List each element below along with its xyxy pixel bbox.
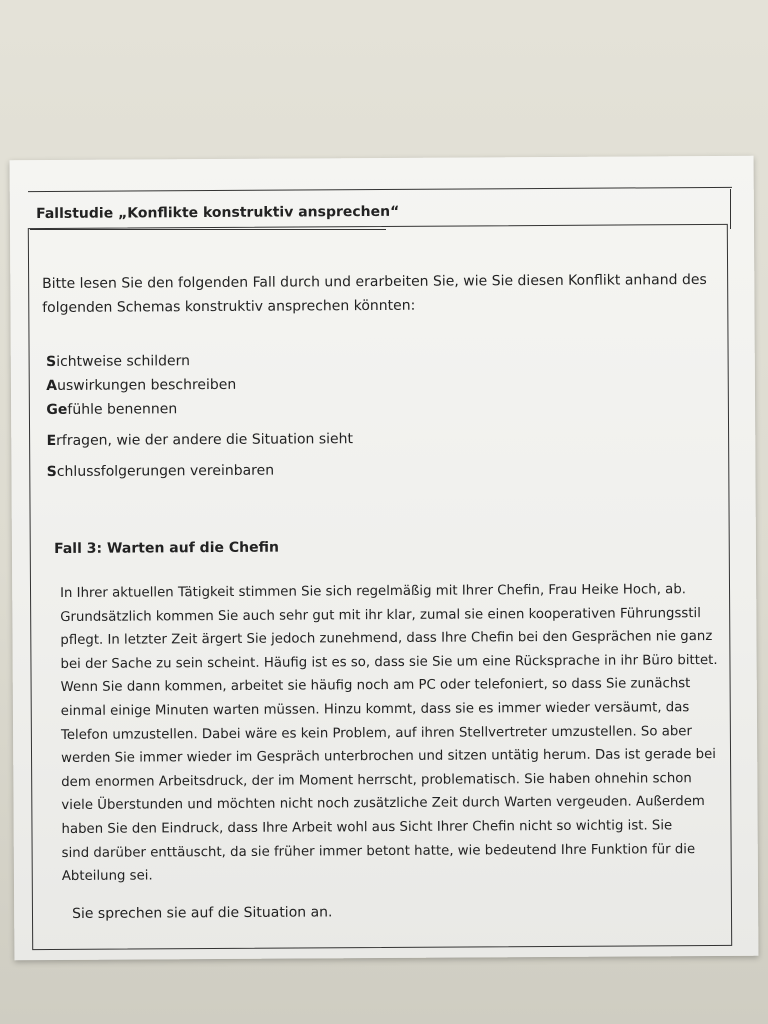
case-line: Abteilung sei.	[61, 868, 153, 885]
case-body	[60, 578, 719, 889]
right-rule	[730, 189, 731, 229]
case-line: viele Überstunden und möchten nicht noch zusätzliche Zeit durch Warten vergeuden. Außerdem	[61, 794, 705, 814]
case-title: Fall 3: Warten auf die Chefin	[54, 539, 279, 557]
intro-line: Bitte lesen Sie den folgenden Fall durch und erarbeiten Sie, wie Sie diesen Konflikt anhand des	[42, 271, 707, 292]
schema-item: Schlussfolgerungen vereinbaren	[46, 462, 275, 480]
document-title: Fallstudie „Konflikte konstruktiv ansprechen“	[36, 203, 400, 222]
case-line: Wenn Sie dann kommen, arbeitet sie häufig noch am PC oder telefoniert, so dass Sie zunächst	[60, 676, 691, 696]
case-line: werden Sie immer wieder im Gespräch unterbrochen und sitzen untätig herum. Das ist gerade bei	[61, 747, 716, 767]
closing-sentence: Sie sprechen sie auf die Situation an.	[72, 904, 333, 922]
case-line: einmal einige Minuten warten müssen. Hinzu kommt, dass sie es immer wieder versäumt, das	[60, 700, 690, 719]
intro-paragraph	[42, 268, 707, 320]
case-line: sind darüber enttäuscht, da sie früher immer betont hatte, wie bedeutend Ihre Funktion für die	[61, 841, 696, 861]
case-line: pflegt. In letzter Zeit ärgert Sie jedoch zunehmend, dass Ihre Chefin bei den Gesprächen nie ganz	[60, 629, 713, 649]
schema-item: Erfragen, wie der andere die Situation sieht	[46, 431, 354, 449]
case-line: bei der Sache zu sein scheint. Häufig ist es so, dass sie Sie um eine Rücksprache in ihr Büro bittet.	[60, 652, 718, 672]
schema-item: Sichtweise schildern	[46, 353, 191, 370]
case-line: haben Sie den Eindruck, dass Ihre Arbeit wohl aus Sicht Ihrer Chefin nicht so wichtig ist. Sie	[61, 818, 673, 837]
case-line: Telefon umzustellen. Dabei wäre es kein Problem, auf ihren Stellvertreter umzustellen. So aber	[60, 723, 692, 743]
schema-item: Auswirkungen beschreiben	[46, 376, 237, 394]
case-line: dem enormen Arbeitsdruck, der im Moment herrscht, problematisch. Sie haben ohnehin schon	[61, 770, 692, 790]
case-line: Grundsätzlich kommen Sie auch sehr gut mit ihr klar, zumal sie einen kooperativen Führungsstil	[60, 605, 701, 625]
schema-item: Gefühle benennen	[46, 401, 178, 418]
case-line: In Ihrer aktuellen Tätigkeit stimmen Sie sich regelmäßig mit Ihrer Chefin, Frau Heike Hoch, ab.	[60, 582, 687, 601]
schema-list	[46, 348, 353, 484]
intro-line: folgenden Schemas konstruktiv ansprechen könnten:	[42, 297, 416, 316]
